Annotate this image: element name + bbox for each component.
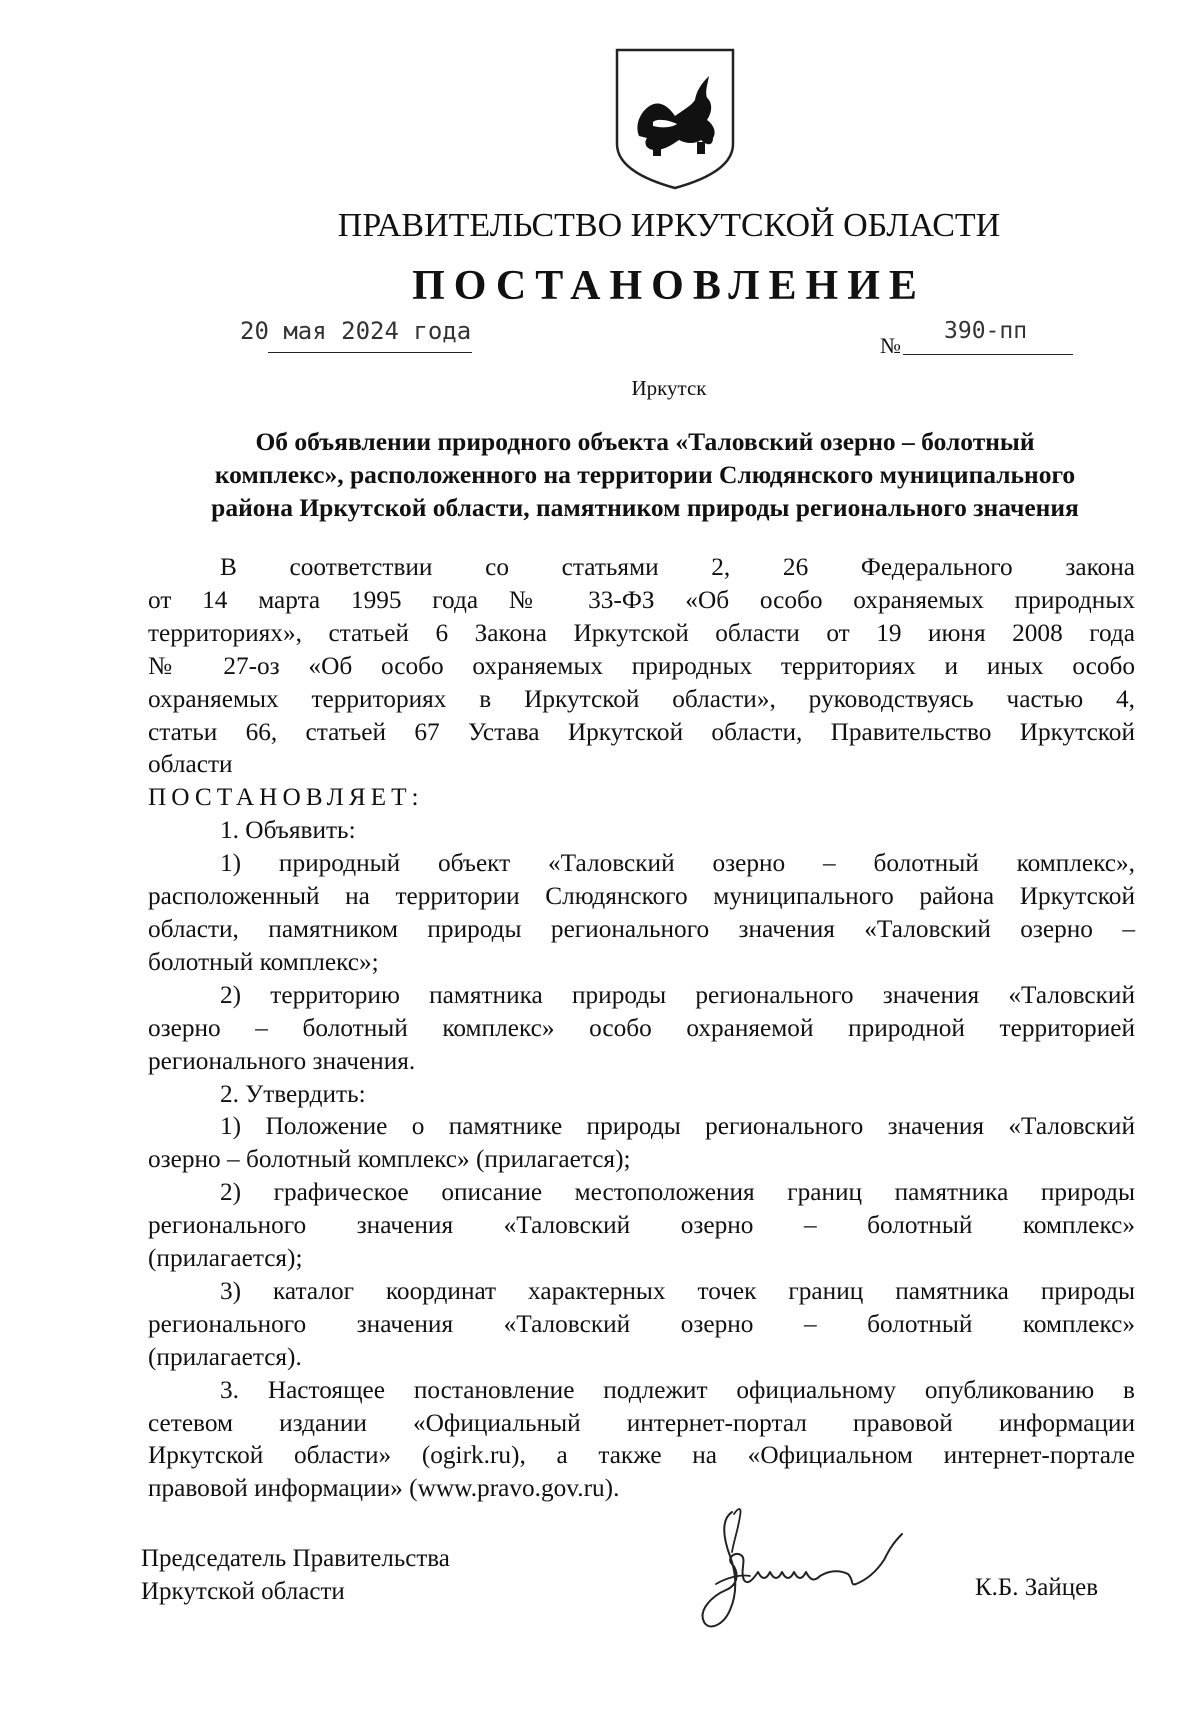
date-underline [268,352,472,353]
text-line: В соответствии со статьями 2, 26 Федерального закона [220,553,1135,581]
text-line: (прилагается); [148,1244,303,1273]
text-line: области [148,750,233,779]
text-line: регионального значения «Таловский озерно – болотный комплекс» [148,1211,1135,1240]
text-line: болотный комплекс»; [148,947,379,976]
item-2: 2. Утвердить: [220,1079,366,1108]
item-2-1 [148,1110,1135,1176]
position-line: Иркутской области [141,1578,345,1605]
document-title [150,425,1140,524]
text-line: расположенный на территории Слюдянского муниципального района Иркутской [148,882,1135,911]
text-line: 1) Положение о памятнике природы регионального значения «Таловский [220,1112,1135,1141]
city: Иркутск [631,376,707,400]
text-line: озерно – болотный комплекс» (прилагается); [148,1145,631,1174]
text-line: от 14 марта 1995 года № 33-ФЗ «Об особо охраняемых природных [148,585,1135,614]
position-line: Председатель Правительства [141,1545,450,1572]
title-line: Об объявлении природного объекта «Таловский озерно – болотный [255,427,1035,456]
text-line: озерно – болотный комплекс» особо охраняемой природной территорией [148,1013,1135,1042]
text-line: (прилагается). [148,1342,302,1371]
signatory-name: К.Б. Зайцев [975,1574,1099,1601]
item-1: 1. Объявить: [220,816,356,845]
coat-of-arms-icon [613,46,737,192]
item-3 [148,1374,1135,1506]
number-underline [903,354,1073,355]
text-line: 1) природный объект «Таловский озерно – болотный комплекс», [220,849,1135,878]
item-2-2 [148,1176,1135,1275]
text-line: 3. Настоящее постановление подлежит официальному опубликованию в [220,1375,1135,1404]
document-type: ПОСТАНОВЛЕНИЕ [412,263,926,309]
number-sign: № [880,333,901,358]
text-line: области, памятником природы регионального значения «Таловский озерно – [148,914,1135,943]
document-body [148,551,1135,1505]
text-line: территориях», статьей 6 Закона Иркутской области от 19 июня 2008 года [148,618,1135,647]
title-line: района Иркутской области, памятником природы регионального значения [211,493,1079,522]
decree-number: 390-пп [944,318,1028,344]
decree-date: 20 мая 2024 года [240,317,472,345]
item-2-3 [148,1275,1135,1374]
government-name: ПРАВИТЕЛЬСТВО ИРКУТСКОЙ ОБЛАСТИ [337,207,1001,244]
text-line: регионального значения «Таловский озерно – болотный комплекс» [148,1309,1135,1338]
text-line: сетевом издании «Официальный интернет-портал правовой информации [148,1408,1135,1437]
text-line: Иркутской области» (ogirk.ru), а также на «Официальном интернет-портале [148,1441,1135,1470]
text-line: 2) территорию памятника природы регионального значения «Таловский [220,980,1135,1009]
signatory-position [141,1542,450,1608]
handwritten-signature [680,1500,950,1650]
resolves-heading: ПОСТАНОВЛЯЕТ: [148,783,424,812]
text-line: 3) каталог координат характерных точек границ памятника природы [220,1276,1135,1305]
text-line: регионального значения. [148,1046,416,1075]
text-line: статьи 66, статьей 67 Устава Иркутской области, Правительство Иркутской [148,717,1135,746]
title-line: комплекс», расположенного на территории Слюдянского муниципального [214,460,1076,489]
item-1-1 [148,847,1135,979]
text-line: охраняемых территориях в Иркутской области», руководствуясь частью 4, [148,684,1135,713]
item-1-2 [148,979,1135,1078]
text-line: правовой информации» (www.pravo.gov.ru). [148,1474,620,1503]
text-line: 2) графическое описание местоположения границ памятника природы [220,1178,1135,1207]
preamble-paragraph [148,551,1135,781]
text-line: № 27-оз «Об особо охраняемых природных территориях и иных особо [148,651,1135,680]
